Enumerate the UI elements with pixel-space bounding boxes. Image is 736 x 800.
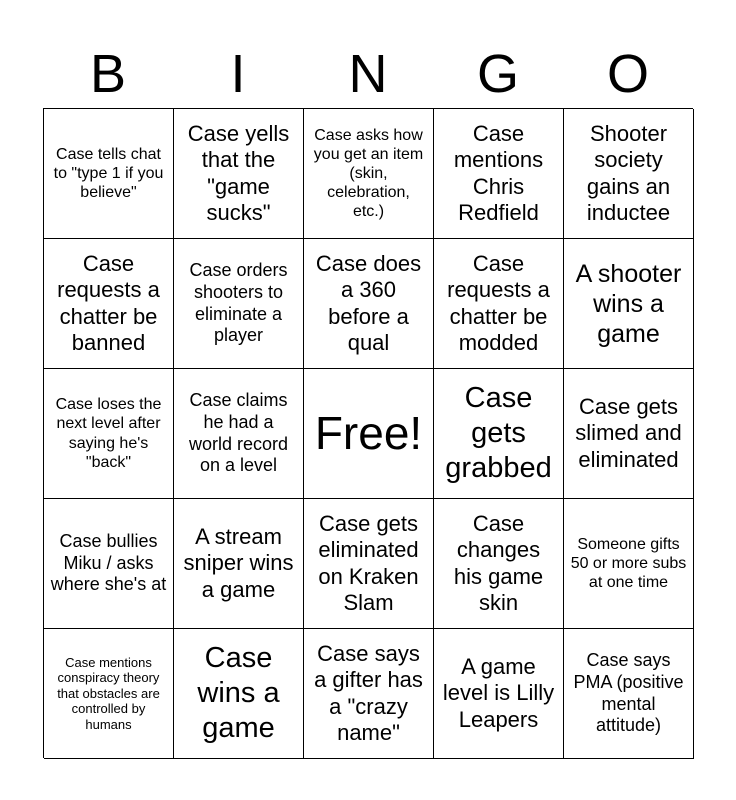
bingo-cell[interactable]: Case gets eliminated on Kraken Slam: [304, 499, 434, 629]
bingo-cell[interactable]: Case says PMA (positive mental attitude): [564, 629, 694, 759]
header-letter-o: O: [606, 44, 649, 104]
header-letter-g: G: [476, 44, 519, 104]
bingo-cell[interactable]: Case says a gifter has a "crazy name": [304, 629, 434, 759]
bingo-cell[interactable]: A stream sniper wins a game: [174, 499, 304, 629]
bingo-cell[interactable]: Case requests a chatter be modded: [434, 239, 564, 369]
bingo-cell[interactable]: Case gets slimed and eliminated: [564, 369, 694, 499]
bingo-cell[interactable]: A shooter wins a game: [564, 239, 694, 369]
bingo-cell[interactable]: Case orders shooters to eliminate a player: [174, 239, 304, 369]
bingo-grid: [43, 108, 693, 758]
bingo-cell[interactable]: Case does a 360 before a qual: [304, 239, 434, 369]
free-space[interactable]: Free!: [304, 369, 434, 499]
bingo-cell[interactable]: A game level is Lilly Leapers: [434, 629, 564, 759]
bingo-header: [43, 40, 693, 108]
bingo-cell[interactable]: Case wins a game: [174, 629, 304, 759]
bingo-cell[interactable]: Case gets grabbed: [434, 369, 564, 499]
bingo-cell[interactable]: Case loses the next level after saying he's "back": [44, 369, 174, 499]
bingo-cell[interactable]: Case requests a chatter be banned: [44, 239, 174, 369]
bingo-cell[interactable]: Case tells chat to "type 1 if you believe": [44, 109, 174, 239]
bingo-cell[interactable]: Case claims he had a world record on a level: [174, 369, 304, 499]
bingo-cell[interactable]: Shooter society gains an inductee: [564, 109, 694, 239]
header-letter-n: N: [348, 44, 388, 104]
bingo-cell[interactable]: Someone gifts 50 or more subs at one time: [564, 499, 694, 629]
bingo-cell[interactable]: Case changes his game skin: [434, 499, 564, 629]
bingo-cell[interactable]: Case asks how you get an item (skin, celebration, etc.): [304, 109, 434, 239]
header-letter-b: B: [89, 44, 127, 104]
bingo-cell[interactable]: Case yells that the "game sucks": [174, 109, 304, 239]
header-letter-i: I: [230, 44, 246, 104]
bingo-cell[interactable]: Case mentions conspiracy theory that obstacles are controlled by humans: [44, 629, 174, 759]
bingo-cell[interactable]: Case mentions Chris Redfield: [434, 109, 564, 239]
bingo-cell[interactable]: Case bullies Miku / asks where she's at: [44, 499, 174, 629]
